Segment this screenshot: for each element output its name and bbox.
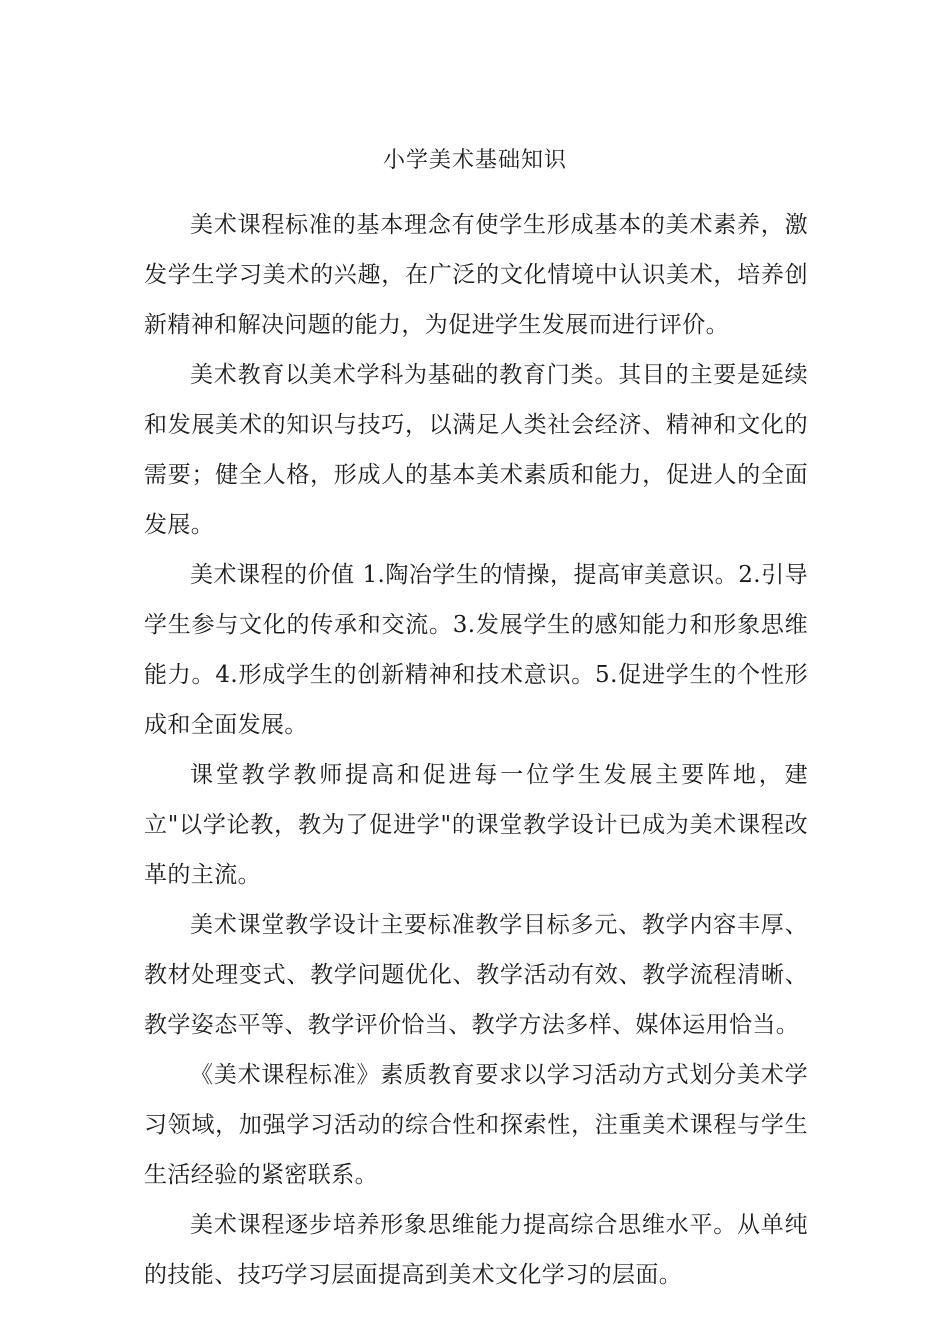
paragraph-art-education: 美术教育以美术学科为基础的教育门类。其目的主要是延续和发展美术的知识与技巧，以满足人类社会经济、精神和文化的需要；健全人格，形成人的基本美术素质和能力，促进人的全面发展。	[144, 362, 808, 538]
paragraph-lesson-design: 美术课堂教学设计主要标准教学目标多元、教学内容丰厚、教材处理变式、教学问题优化、教学活动有效、教学流程清晰、教学姿态平等、教学评价恰当、教学方法多样、媒体运用恰当。	[144, 912, 808, 1038]
document-body	[144, 200, 808, 1300]
paragraph-thinking-ability: 美术课程逐步培养形象思维能力提高综合思维水平。从单纯的技能、技巧学习层面提高到美术文化学习的层面。	[144, 1212, 808, 1288]
paragraph-classroom-teaching: 课堂教学教师提高和促进每一位学生发展主要阵地，建立"以学论教，教为了促进学"的课堂教学设计已成为美术课程改革的主流。	[144, 762, 808, 888]
paragraph-core-concepts: 美术课程标准的基本理念有使学生形成基本的美术素养，激发学生学习美术的兴趣，在广泛的文化情境中认识美术，培养创新精神和解决问题的能力，为促进学生发展而进行评价。	[144, 212, 808, 338]
document-title: 小学美术基础知识	[382, 148, 567, 173]
paragraph-curriculum-standard: 《美术课程标准》素质教育要求以学习活动方式划分美术学习领域，加强学习活动的综合性和探索性，注重美术课程与学生生活经验的紧密联系。	[144, 1062, 808, 1188]
paragraph-course-value: 美术课程的价值 1.陶冶学生的情操，提高审美意识。2.引导学生参与文化的传承和交流。3.发展学生的感知能力和形象思维能力。4.形成学生的创新精神和技术意识。5.促进学生的个性形成和全面发展。	[144, 562, 808, 738]
